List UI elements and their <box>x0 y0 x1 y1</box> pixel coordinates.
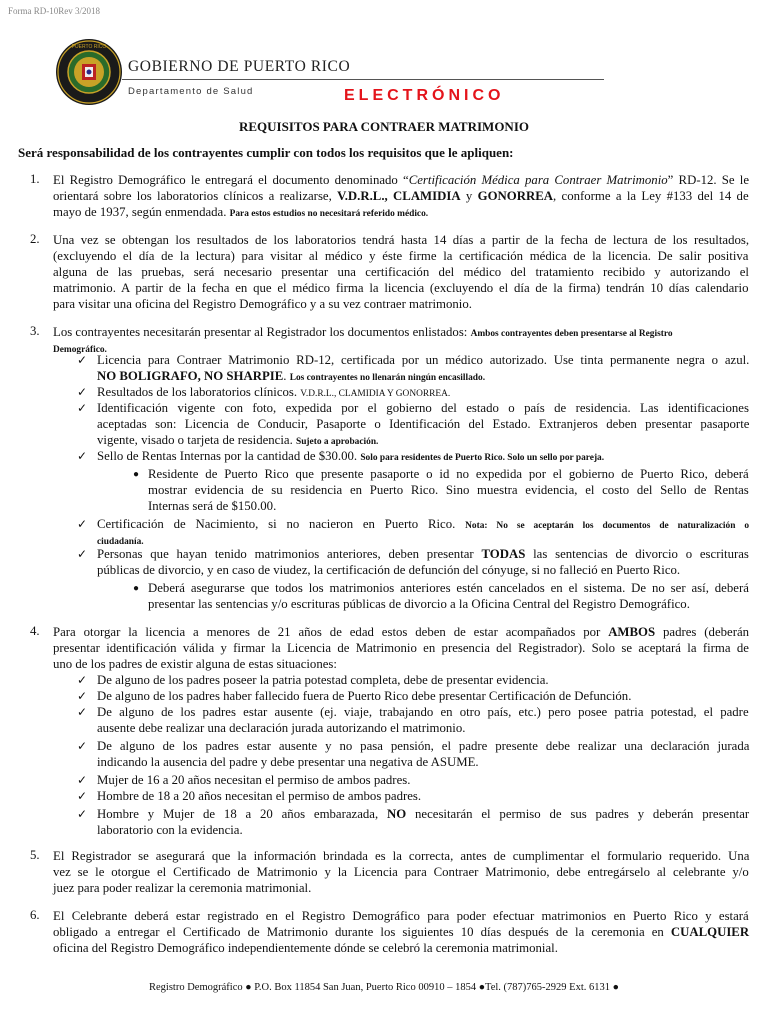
item-number: 6. <box>30 908 40 922</box>
text-run: presentar identificación válida y firmar la Licencia de Matrimonio en presencia del Registrador). Solo se aceptará la firma de <box>53 641 749 655</box>
text-run: Hombre de 18 a 20 años necesitan el permiso de ambos padres. <box>97 789 422 803</box>
text-run: Sujeto a aprobación. <box>295 437 379 447</box>
checkmark-icon: ✓ <box>77 807 88 821</box>
text-line <box>148 596 690 612</box>
text-line <box>148 482 749 498</box>
text-line <box>97 738 749 754</box>
form-number: Forma RD-10Rev 3/2018 <box>8 6 100 16</box>
item-number: 1. <box>30 172 40 186</box>
puerto-rico-seal-logo <box>55 38 123 106</box>
checkmark-icon: ✓ <box>77 773 88 787</box>
text-run: De alguno de los padres estar ausente (ej. viaje, trabajando en otro país, etc.) pero posee patria potestad, el padre <box>97 705 749 719</box>
text-line <box>53 248 749 264</box>
text-run: oficina del Registro Demográfico independientemente dónde se celebró la ceremonia matrimonial. <box>53 941 558 955</box>
text-run: laboratorio con la evidencia. <box>97 823 243 837</box>
text-line <box>97 562 680 578</box>
text-run: El Celebrante deberá estar registrado en el Registro Demográfico para poder efectuar matrimonios en Puerto Rico y estará <box>53 909 749 923</box>
text-run: Los contrayentes necesitarán presentar al Registrador los documentos enlistados: <box>53 325 471 339</box>
text-line <box>97 516 749 534</box>
text-run: TODAS <box>481 547 526 561</box>
checkmark-icon: ✓ <box>77 449 88 463</box>
text-run: AMBOS <box>608 625 656 639</box>
text-run: Personas que hayan tenido matrimonios anteriores, deben presentar <box>97 547 482 561</box>
text-run: V.D.R.L., CLAMIDIA <box>337 189 461 203</box>
text-run: Certificación Médica para Contraer Matrimonio <box>408 173 668 187</box>
text-run: Los contrayentes no llenarán ningún encasillado. <box>289 373 486 383</box>
text-line <box>53 324 673 342</box>
text-line <box>53 940 558 956</box>
text-run: NO BOLIGRAFO, NO SHARPIE <box>97 369 284 383</box>
text-run: CUALQUIER <box>670 925 750 939</box>
text-run: indicando la ausencia del padre y debe presentar una negativa de ASUME. <box>97 755 479 769</box>
text-run: uno de los padres de existir alguna de estas situaciones: <box>53 657 337 671</box>
text-run: Para estos estudios no necesitará referido médico. <box>229 209 429 219</box>
text-run: NO <box>387 807 407 821</box>
text-run: El Registrador se asegurará que la información brindada es la correcta, antes de cumplimentar el formulario requerido. Una <box>53 849 750 863</box>
text-run: mostrar evidencia de su residencia en Puerto Rico. Sino muestra evidencia, el costo del Sello de Rentas <box>148 483 749 497</box>
text-run: Resultados de los laboratorios clínicos. <box>97 385 301 399</box>
text-line <box>53 880 311 896</box>
svg-text:PUERTO RICO: PUERTO RICO <box>71 44 107 50</box>
text-run: orientará sobre los laboratorios clínicos a realizarse, <box>53 189 338 203</box>
text-line <box>97 806 749 822</box>
text-run: Residente de Puerto Rico que presente pasaporte o id no expedida por el gobierno de Puerto Rico, deberá <box>148 467 749 481</box>
text-line <box>53 908 749 924</box>
text-run: El Registro Demográfico le entregará el documento denominado “ <box>53 173 409 187</box>
text-line <box>53 204 428 222</box>
text-line <box>97 672 549 688</box>
text-line <box>53 864 749 880</box>
text-line <box>97 448 604 466</box>
checkmark-icon: ✓ <box>77 353 88 367</box>
text-run: Deberá asegurarse que todos los matrimonios anteriores estén cancelados en el sistema. De no ser así, deberá <box>148 581 749 595</box>
text-run: Solo para residentes de Puerto Rico. Solo un sello por pareja. <box>360 453 605 463</box>
text-run: vigente, visado o tarjeta de residencia. <box>97 433 296 447</box>
checkmark-icon: ✓ <box>77 705 88 719</box>
text-run: obligado a entregar el Certificado de Matrimonio durante los siguientes 10 días después de la ceremonia en <box>53 925 671 939</box>
text-run: Sello de Rentas Internas por la cantidad de $30.00. <box>97 449 361 463</box>
text-run: padres (deberán <box>655 625 750 639</box>
text-line <box>97 688 631 704</box>
text-line <box>148 498 276 514</box>
text-run: De alguno de los padres poseer la patria potestad completa, debe de presentar evidencia. <box>97 673 549 687</box>
text-run: juez para poder realizar la ceremonia matrimonial. <box>53 881 312 895</box>
text-run: mayo de 1937, según enmendada. <box>53 205 230 219</box>
text-line <box>53 640 749 656</box>
bullet-icon: ● <box>133 469 140 480</box>
checkmark-icon: ✓ <box>77 517 88 531</box>
text-run: las sentencias de divorcio o escrituras <box>525 547 749 561</box>
item-number: 3. <box>30 324 40 338</box>
text-line <box>97 352 749 368</box>
text-run: ” RD-12. Se le <box>667 173 750 187</box>
text-line <box>97 822 243 838</box>
text-run: ciudadanía. <box>97 537 144 547</box>
text-run: Certificación de Nacimiento, si no nacieron en Puerto Rico. <box>97 517 466 531</box>
text-line <box>97 546 749 562</box>
text-run: Una vez se obtengan los resultados de los laboratorios tendrá hasta 14 días a partir de la fecha de lectura de los resultados, <box>53 233 750 247</box>
text-run: Para otorgar la licencia a menores de 21 años de edad estos deben de estar acompañados por <box>53 625 609 639</box>
item-number: 2. <box>30 232 40 246</box>
checkmark-icon: ✓ <box>77 673 88 687</box>
text-run: vez se le otorgue el Certificado de Matrimonio y la Licencia para Contraer Matrimonio, debe entregárselo al celebrante y/o <box>53 865 749 879</box>
document-title: REQUISITOS PARA CONTRAER MATRIMONIO <box>238 119 529 134</box>
intro-statement: Será responsabilidad de los contrayentes cumplir con todos los requisitos que le apliquen: <box>18 145 514 160</box>
text-line <box>97 720 465 736</box>
electronic-label: ELECTRÓNICO <box>344 87 505 104</box>
text-line <box>53 624 749 640</box>
text-line <box>53 264 749 280</box>
text-run: matrimonio. A partir de la fecha en que el médico firma la licencia (excluyendo el día de la firma) tendrán 10 días calendario <box>53 281 749 295</box>
text-line <box>53 172 749 188</box>
checkmark-icon: ✓ <box>77 547 88 561</box>
text-run: De alguno de los padres estar ausente y no pasa pensión, el padre presente debe realizar una declaración jurada <box>97 739 750 753</box>
text-line <box>53 656 337 672</box>
text-run: Nota: No se aceptarán los documentos de naturalización o <box>465 521 750 531</box>
checkmark-icon: ✓ <box>77 689 88 703</box>
checkmark-icon: ✓ <box>77 401 88 415</box>
text-run: (excluyendo el día de la lectura) para visitar al médico y éste firme la certificación médica de la licencia. De salir positiva <box>53 249 749 263</box>
text-line <box>53 280 749 296</box>
text-line <box>97 788 421 804</box>
text-run: Licencia para Contraer Matrimonio RD-12, certificada por un médico autorizado. Use tinta permanente negra o azul. <box>97 353 750 367</box>
checkmark-icon: ✓ <box>77 385 88 399</box>
item-number: 4. <box>30 624 40 638</box>
text-run: Ambos contrayentes deben presentarse al Registro <box>470 329 673 339</box>
text-line <box>53 848 749 864</box>
text-line <box>97 704 749 720</box>
text-run: De alguno de los padres haber fallecido fuera de Puerto Rico debe presentar Certificación de Defunción. <box>97 689 632 703</box>
checkmark-icon: ✓ <box>77 789 88 803</box>
government-name: GOBIERNO DE PUERTO RICO <box>128 58 351 75</box>
text-line <box>97 400 749 416</box>
text-run: GONORREA <box>477 189 553 203</box>
header-divider <box>122 79 604 80</box>
text-run: . <box>283 369 290 383</box>
text-line <box>53 296 472 312</box>
text-run: para visitar una oficina del Registro Demográfico y a su vez contraer matrimonio. <box>53 297 472 311</box>
footer-contact: Registro Demográfico ● P.O. Box 11854 San Juan, Puerto Rico 00910 – 1854 ●Tel. (787)765-2929 Ext. 6131 ● <box>149 982 619 993</box>
text-run: , conforme a la Ley #133 del 14 de <box>553 189 749 203</box>
text-line <box>97 416 749 432</box>
text-run: aceptadas son: Licencia de Conducir, Pasaporte o Identificación del Estado. Extranjeros deben presentar pasaporte <box>97 417 750 431</box>
text-line <box>148 580 749 596</box>
text-line <box>53 232 749 248</box>
bullet-icon: ● <box>133 583 140 594</box>
text-line <box>97 754 479 770</box>
text-run: y <box>460 189 478 203</box>
text-run: Internas será de $150.00. <box>148 499 277 513</box>
text-line <box>53 188 749 204</box>
text-run: alguna de las pruebas, será necesario presentar una certificación del médico del tratamiento recibido y autorizando el <box>53 265 749 279</box>
text-run: Hombre y Mujer de 18 a 20 años embarazada, <box>97 807 387 821</box>
text-run: V.D.R.L., CLAMIDIA Y GONORREA. <box>300 389 451 399</box>
checkmark-icon: ✓ <box>77 739 88 753</box>
text-line <box>148 466 749 482</box>
text-run: presentar las sentencias y/o escrituras públicas de divorcio a la Oficina Central del Registro Demográfico. <box>148 597 690 611</box>
text-run: Mujer de 16 a 20 años necesitan el permiso de ambos padres. <box>97 773 411 787</box>
item-number: 5. <box>30 848 40 862</box>
text-run: Identificación vigente con foto, expedida por el gobierno del estado o país de residencia. Las identificaciones <box>97 401 749 415</box>
text-run: necesitarán el permiso de sus padres y deberán presentar <box>406 807 750 821</box>
department-name: Departamento de Salud <box>128 86 254 97</box>
text-run: públicas de divorcio, y en caso de viudez, la certificación de defunción del cónyuge, si no falleció en Puerto Rico. <box>97 563 681 577</box>
text-run: ausente debe realizar una declaración jurada autorizando el matrimonio. <box>97 721 466 735</box>
text-run: Demográfico. <box>53 345 107 355</box>
text-line <box>97 772 410 788</box>
text-line <box>53 924 749 940</box>
